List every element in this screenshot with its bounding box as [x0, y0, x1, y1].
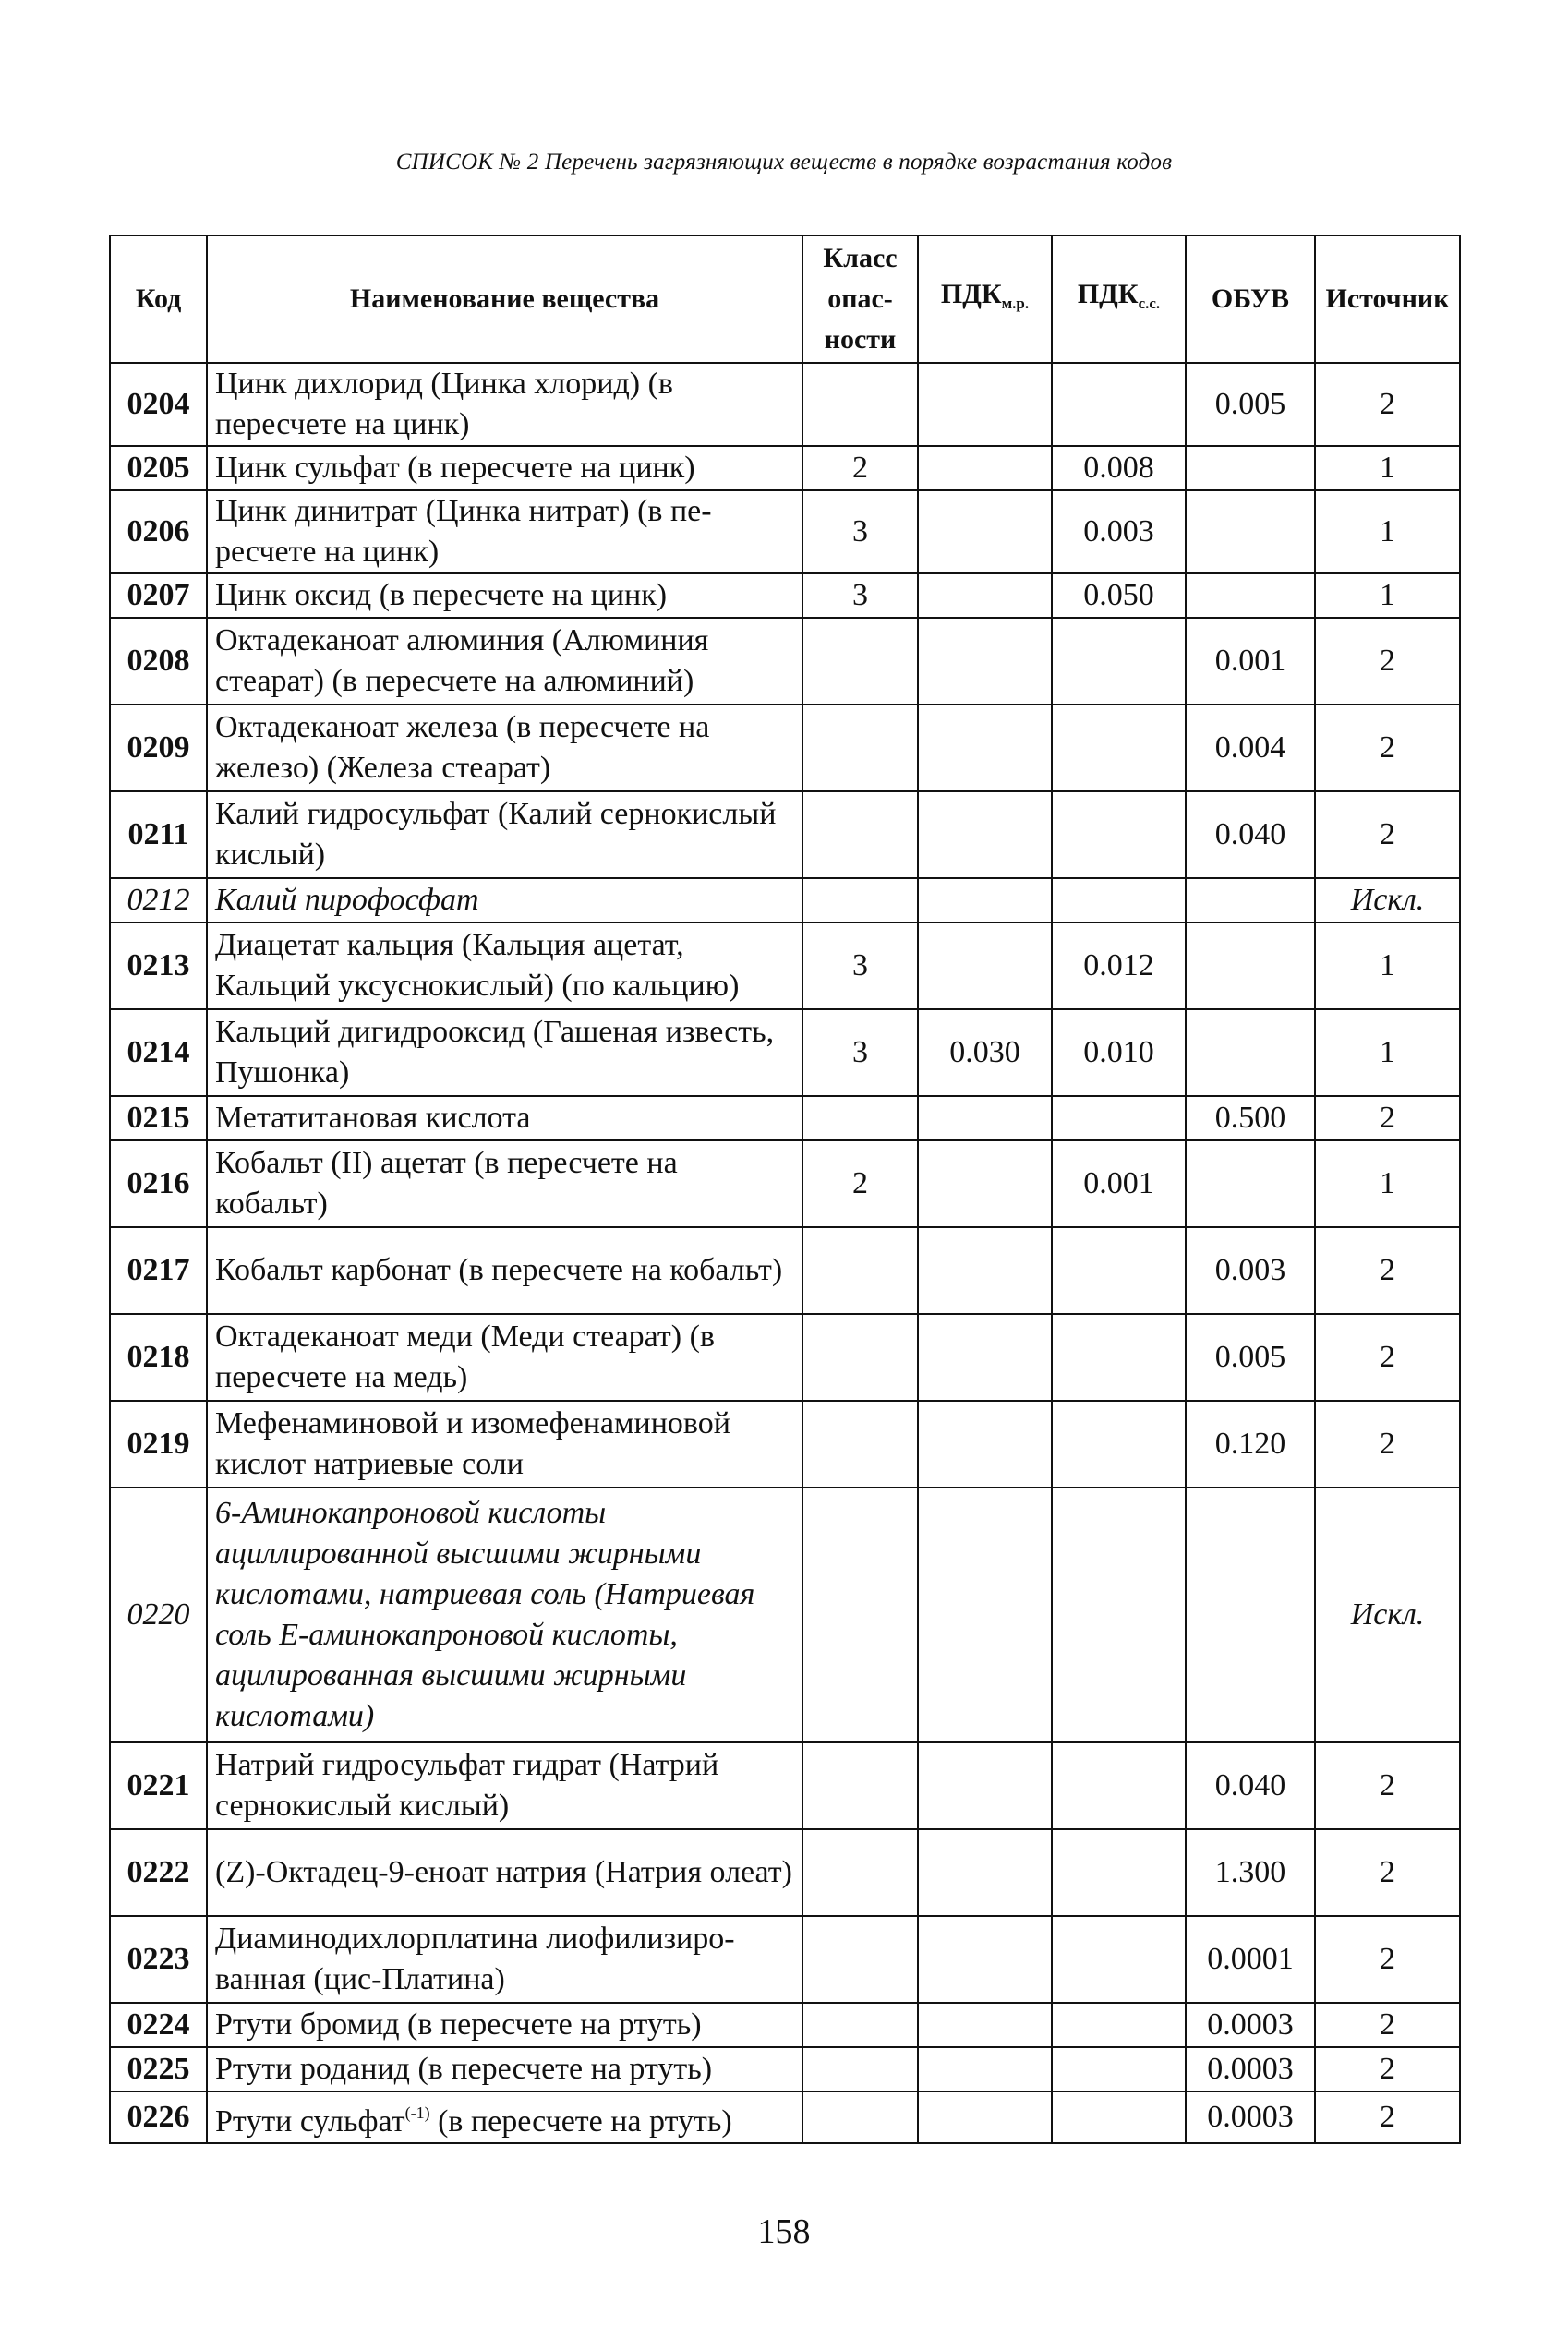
obuv-cell: 0.005 — [1186, 363, 1315, 446]
code-cell: 0204 — [110, 363, 207, 446]
source-cell: 2 — [1315, 363, 1460, 446]
hazard-class-cell — [802, 1488, 918, 1742]
obuv-cell: 0.003 — [1186, 1227, 1315, 1314]
table-row — [110, 1829, 1460, 1916]
substance-name-cell: Октадеканоат меди (Меди стеарат) (в пересчете на медь) — [207, 1314, 802, 1401]
source-cell: 2 — [1315, 791, 1460, 878]
hazard-class-cell — [802, 2047, 918, 2091]
hazard-class-cell — [802, 2003, 918, 2047]
pdk-mr-cell — [918, 1096, 1052, 1140]
pdk-ss-cell: 0.003 — [1052, 490, 1186, 573]
code-cell: 0217 — [110, 1227, 207, 1314]
source-cell: 1 — [1315, 1140, 1460, 1227]
table-row — [110, 1096, 1460, 1140]
substance-name-cell: Диацетат кальция (Кальция ацетат, Кальций уксуснокислый) (по кальцию) — [207, 922, 802, 1009]
source-cell: 2 — [1315, 1742, 1460, 1829]
obuv-cell — [1186, 878, 1315, 922]
code-cell: 0215 — [110, 1096, 207, 1140]
hazard-class-cell — [802, 1742, 918, 1829]
table-row — [110, 791, 1460, 878]
substance-name-cell: Метатитановая кислота — [207, 1096, 802, 1140]
substance-name-cell: Октадеканоат алюминия (Алюминия стеарат) (в пересчете на алюминий) — [207, 618, 802, 705]
pdk-ss-cell — [1052, 1742, 1186, 1829]
pdk-mr-cell — [918, 573, 1052, 618]
obuv-cell: 1.300 — [1186, 1829, 1315, 1916]
code-cell: 0212 — [110, 878, 207, 922]
table-row — [110, 1401, 1460, 1488]
pdk-mr-cell — [918, 1227, 1052, 1314]
source-cell: 2 — [1315, 1401, 1460, 1488]
hazard-class-cell — [802, 2091, 918, 2143]
pdk-mr-cell — [918, 1314, 1052, 1401]
substance-name-cell: Кобальт карбонат (в пересчете на кобальт) — [207, 1227, 802, 1314]
hazard-class-cell — [802, 618, 918, 705]
table-row — [110, 490, 1460, 573]
hazard-class-cell — [802, 1227, 918, 1314]
pdk-mr-cell — [918, 618, 1052, 705]
pdk-mr-cell — [918, 2003, 1052, 2047]
code-cell: 0206 — [110, 490, 207, 573]
hazard-class-cell: 2 — [802, 1140, 918, 1227]
pdk-mr-cell — [918, 1916, 1052, 2003]
hazard-class-cell: 3 — [802, 1009, 918, 1096]
pdk-ss-cell — [1052, 1401, 1186, 1488]
obuv-cell: 0.0003 — [1186, 2047, 1315, 2091]
obuv-cell — [1186, 1140, 1315, 1227]
source-cell: 2 — [1315, 2003, 1460, 2047]
header-obuv: ОБУВ — [1186, 235, 1315, 363]
code-cell: 0211 — [110, 791, 207, 878]
substance-name-cell: Кобальт (II) ацетат (в пересчете на кобальт) — [207, 1140, 802, 1227]
code-cell: 0220 — [110, 1488, 207, 1742]
source-cell: 2 — [1315, 1829, 1460, 1916]
code-cell: 0216 — [110, 1140, 207, 1227]
table-row — [110, 1009, 1460, 1096]
code-cell: 0214 — [110, 1009, 207, 1096]
table-row — [110, 2091, 1460, 2143]
pdk-ss-cell: 0.008 — [1052, 446, 1186, 490]
pdk-ss-cell — [1052, 1227, 1186, 1314]
obuv-cell: 0.120 — [1186, 1401, 1315, 1488]
pdk-ss-cell — [1052, 2091, 1186, 2143]
code-cell: 0218 — [110, 1314, 207, 1401]
pdk-ss-cell — [1052, 878, 1186, 922]
code-cell: 0223 — [110, 1916, 207, 2003]
pdk-mr-cell — [918, 878, 1052, 922]
pdk-ss-cell: 0.010 — [1052, 1009, 1186, 1096]
header-hazard-class: Класс опасности — [802, 235, 918, 363]
source-cell: 1 — [1315, 922, 1460, 1009]
table-row — [110, 1140, 1460, 1227]
pdk-ss-cell — [1052, 1096, 1186, 1140]
code-cell: 0209 — [110, 705, 207, 791]
table-row — [110, 618, 1460, 705]
pdk-mr-cell — [918, 363, 1052, 446]
pdk-mr-cell — [918, 2091, 1052, 2143]
hazard-class-cell — [802, 363, 918, 446]
table-header-row — [110, 235, 1460, 363]
code-cell: 0226 — [110, 2091, 207, 2143]
code-cell: 0225 — [110, 2047, 207, 2091]
source-cell: 2 — [1315, 2091, 1460, 2143]
pdk-mr-cell — [918, 1488, 1052, 1742]
source-cell: 2 — [1315, 705, 1460, 791]
footnote-mark: (-1) — [404, 2103, 430, 2122]
hazard-class-cell: 3 — [802, 573, 918, 618]
source-cell: Искл. — [1315, 1488, 1460, 1742]
table-row — [110, 2047, 1460, 2091]
pdk-ss-cell: 0.050 — [1052, 573, 1186, 618]
obuv-cell: 0.500 — [1186, 1096, 1315, 1140]
header-pdk-ss-sub: с.с. — [1138, 295, 1161, 312]
table-body — [110, 363, 1460, 2143]
source-cell: 1 — [1315, 1009, 1460, 1096]
hazard-class-cell: 3 — [802, 922, 918, 1009]
source-cell: Искл. — [1315, 878, 1460, 922]
code-cell: 0219 — [110, 1401, 207, 1488]
pdk-mr-cell — [918, 1401, 1052, 1488]
substance-name-cell: Ртути бромид (в пересчете на ртуть) — [207, 2003, 802, 2047]
substance-name-cell: Октадеканоат железа (в пересчете на железо) (Железа стеарат) — [207, 705, 802, 791]
obuv-cell — [1186, 490, 1315, 573]
table-row — [110, 2003, 1460, 2047]
pdk-ss-cell: 0.001 — [1052, 1140, 1186, 1227]
source-cell: 2 — [1315, 1314, 1460, 1401]
source-cell: 2 — [1315, 1227, 1460, 1314]
header-pdk-mr-label: ПДК — [940, 279, 1002, 309]
substance-name-cell: Ртути роданид (в пересчете на ртуть) — [207, 2047, 802, 2091]
obuv-cell: 0.040 — [1186, 1742, 1315, 1829]
substance-name-cell — [207, 2091, 802, 2143]
pdk-ss-cell — [1052, 363, 1186, 446]
header-code: Код — [110, 235, 207, 363]
hazard-class-cell — [802, 1916, 918, 2003]
source-cell: 2 — [1315, 1096, 1460, 1140]
pdk-mr-cell: 0.030 — [918, 1009, 1052, 1096]
pdk-mr-cell — [918, 705, 1052, 791]
pdk-ss-cell: 0.012 — [1052, 922, 1186, 1009]
substance-name-text: Ртути сульфат — [215, 2104, 405, 2139]
code-cell: 0222 — [110, 1829, 207, 1916]
obuv-cell — [1186, 446, 1315, 490]
substance-name-cell: Натрий гидросульфат гидрат (Натрий сернокислый кислый) — [207, 1742, 802, 1829]
pdk-ss-cell — [1052, 2047, 1186, 2091]
code-cell: 0207 — [110, 573, 207, 618]
pdk-ss-cell — [1052, 791, 1186, 878]
source-cell: 1 — [1315, 446, 1460, 490]
pdk-ss-cell — [1052, 1488, 1186, 1742]
pdk-ss-cell — [1052, 618, 1186, 705]
pdk-mr-cell — [918, 791, 1052, 878]
header-name: Наименование вещества — [207, 235, 802, 363]
code-cell: 0224 — [110, 2003, 207, 2047]
source-cell: 2 — [1315, 1916, 1460, 2003]
obuv-cell: 0.0003 — [1186, 2091, 1315, 2143]
pdk-ss-cell — [1052, 1314, 1186, 1401]
table-row — [110, 1227, 1460, 1314]
code-cell: 0208 — [110, 618, 207, 705]
substance-name-cell: Мефенаминовой и изомефенаминовой кислот натриевые соли — [207, 1401, 802, 1488]
pdk-ss-cell — [1052, 2003, 1186, 2047]
obuv-cell: 0.040 — [1186, 791, 1315, 878]
pdk-ss-cell — [1052, 1916, 1186, 2003]
pdk-mr-cell — [918, 490, 1052, 573]
substance-name-cell: Кальций дигидрооксид (Гашеная известь, Пушонка) — [207, 1009, 802, 1096]
substances-table — [109, 235, 1461, 2144]
obuv-cell — [1186, 573, 1315, 618]
substance-name-cell: Цинк оксид (в пересчете на цинк) — [207, 573, 802, 618]
pdk-mr-cell — [918, 1140, 1052, 1227]
obuv-cell — [1186, 1488, 1315, 1742]
substance-name-cell: Калий гидросульфат (Калий сернокислый кислый) — [207, 791, 802, 878]
source-cell: 1 — [1315, 573, 1460, 618]
pdk-mr-cell — [918, 446, 1052, 490]
table-row — [110, 573, 1460, 618]
table-row — [110, 446, 1460, 490]
substance-name-cell: Диаминодихлорплатина лиофилизированная (цис-Платина) — [207, 1916, 802, 2003]
table-row — [110, 878, 1460, 922]
hazard-class-cell: 3 — [802, 490, 918, 573]
obuv-cell — [1186, 1009, 1315, 1096]
obuv-cell — [1186, 922, 1315, 1009]
substance-name-cell: Калий пирофосфат — [207, 878, 802, 922]
code-cell: 0213 — [110, 922, 207, 1009]
obuv-cell: 0.005 — [1186, 1314, 1315, 1401]
hazard-class-cell — [802, 1829, 918, 1916]
table-row — [110, 1742, 1460, 1829]
hazard-class-cell: 2 — [802, 446, 918, 490]
substance-name-cell: Цинк дихлорид (Цинка хлорид) (в пересчете на цинк) — [207, 363, 802, 446]
substance-name-tail: (в пересчете на ртуть) — [429, 2104, 732, 2139]
pdk-mr-cell — [918, 2047, 1052, 2091]
header-source: Источник — [1315, 235, 1460, 363]
header-pdk-ss — [1052, 235, 1186, 363]
substance-name-cell: Цинк сульфат (в пересчете на цинк) — [207, 446, 802, 490]
code-cell: 0205 — [110, 446, 207, 490]
pdk-ss-cell — [1052, 705, 1186, 791]
source-cell: 2 — [1315, 618, 1460, 705]
pdk-mr-cell — [918, 1742, 1052, 1829]
header-pdk-mr-sub: м.р. — [1001, 295, 1030, 312]
table-row — [110, 1916, 1460, 2003]
obuv-cell: 0.004 — [1186, 705, 1315, 791]
pdk-mr-cell — [918, 1829, 1052, 1916]
substance-name-cell: (Z)-Октадец-9-еноат натрия (Натрия олеат) — [207, 1829, 802, 1916]
header-pdk-ss-label: ПДК — [1077, 279, 1139, 309]
hazard-class-cell — [802, 705, 918, 791]
page-number: 158 — [757, 2212, 811, 2251]
hazard-class-cell — [802, 791, 918, 878]
table-row — [110, 363, 1460, 446]
obuv-cell: 0.0003 — [1186, 2003, 1315, 2047]
table-row — [110, 922, 1460, 1009]
page-title: СПИСОК № 2 Перечень загрязняющих веществ в порядке возрастания кодов — [395, 150, 1173, 175]
hazard-class-cell — [802, 1401, 918, 1488]
table-row — [110, 1488, 1460, 1742]
obuv-cell: 0.0001 — [1186, 1916, 1315, 2003]
substance-name-cell: Цинк динитрат (Цинка нитрат) (в пересчете на цинк) — [207, 490, 802, 573]
hazard-class-cell — [802, 1096, 918, 1140]
table-row — [110, 1314, 1460, 1401]
source-cell: 1 — [1315, 490, 1460, 573]
pdk-ss-cell — [1052, 1829, 1186, 1916]
hazard-class-cell — [802, 1314, 918, 1401]
table-row — [110, 705, 1460, 791]
header-pdk-mr — [918, 235, 1052, 363]
substance-name-cell: 6-Аминокапроновой кислоты ациллированной высшими жирными кислотами, натриевая соль (Натриевая соль Е-аминокапроновой кислоты, ацилированная высшими жирными кислотами) — [207, 1488, 802, 1742]
obuv-cell: 0.001 — [1186, 618, 1315, 705]
code-cell: 0221 — [110, 1742, 207, 1829]
pdk-mr-cell — [918, 922, 1052, 1009]
hazard-class-cell — [802, 878, 918, 922]
source-cell: 2 — [1315, 2047, 1460, 2091]
